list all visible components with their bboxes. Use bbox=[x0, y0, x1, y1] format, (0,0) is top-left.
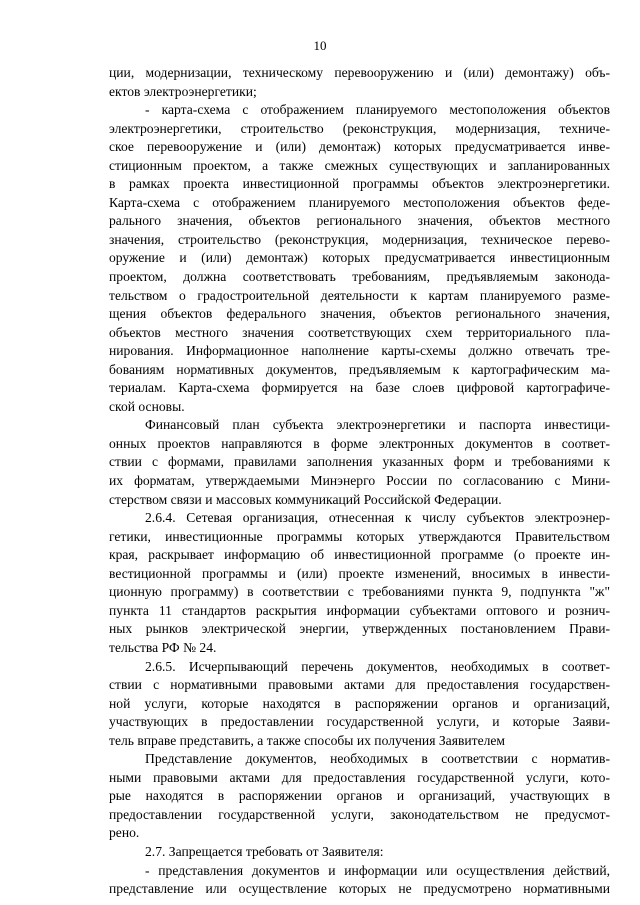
text-line: предоставлении государственной услуги, законодательством не предусмот- bbox=[109, 806, 610, 822]
text-line: их форматам, утверждаемыми Минэнерго России по согласованию с Мини- bbox=[109, 473, 610, 489]
text-line: 2.6.4. Сетевая организация, отнесенная к числу субъектов электроэнер- bbox=[145, 510, 610, 526]
text-line: - карта-схема с отображением планируемого местоположения объектов bbox=[145, 102, 610, 118]
text-line: ской основы. bbox=[109, 398, 185, 414]
text-line: 2.6.5. Исчерпывающий перечень документов, необходимых в соответ- bbox=[145, 658, 610, 674]
text-line: - представления документов и информации или осуществления действий, bbox=[145, 862, 610, 878]
text-line: значения, строительство (реконструкция, модернизация, техническое перево- bbox=[109, 231, 610, 247]
text-line: Карта-схема с отображением планируемого местоположения объектов феде- bbox=[109, 194, 610, 210]
text-line: тельства РФ № 24. bbox=[109, 639, 217, 655]
text-line: ной услуги, которые находятся в распоряжении органов и организаций, bbox=[109, 695, 610, 711]
text-line: вестиционной программы и (или) проекте изменений, вносимых в инвести- bbox=[109, 565, 610, 581]
text-line: представление или осуществление которых не предусмотрено нормативными bbox=[109, 881, 610, 897]
text-line: ствии с формами, правилами заполнения указанных форм и требованиями к bbox=[109, 454, 610, 470]
text-line: стерством связи и массовых коммуникаций Российской Федерации. bbox=[109, 491, 502, 507]
text-line: тельством о градостроительной деятельности к картам планируемого разме- bbox=[109, 287, 610, 303]
text-line: рые находятся в распоряжении органов и организаций, участвующих в bbox=[109, 788, 610, 804]
text-line: Представление документов, необходимых в соответствии с норматив- bbox=[145, 751, 610, 767]
text-line: ствии с нормативными правовыми актами для предоставления государствен- bbox=[109, 677, 610, 693]
text-line: ционную программу) в соответствии с требованиями пункта 9, подпункта "ж" bbox=[109, 584, 610, 600]
text-line: нирования. Информационное наполнение карты-схемы должно отвечать тре- bbox=[109, 343, 610, 359]
text-line: стиционным проектом, а также смежных существующих и запланированных bbox=[109, 157, 610, 173]
document-body bbox=[109, 64, 610, 899]
text-line: ское перевооружение и (или) демонтаж) которых предусматривается инве- bbox=[109, 139, 610, 155]
text-line: щения объектов федерального значения, объектов регионального значения, bbox=[109, 306, 610, 322]
text-line: ектов электроэнергетики; bbox=[109, 83, 257, 99]
text-line: тель вправе представить, а также способы их получения Заявителем bbox=[109, 732, 506, 748]
text-line: териалам. Карта-схема формируется на базе слоев цифровой картографиче- bbox=[109, 380, 610, 396]
text-line: края, раскрывает информацию об инвестиционной программе (о проекте ин- bbox=[109, 547, 610, 563]
text-line: ными правовыми актами для предоставления государственной услуги, кото- bbox=[109, 769, 610, 785]
text-line: участвующих в предоставлении государственной услуги, и которые Заяви- bbox=[109, 714, 610, 730]
text-line: электроэнергетики, строительство (реконструкция, модернизация, техниче- bbox=[109, 120, 610, 136]
text-line: гетики, инвестиционные программы которых утверждаются Правительством bbox=[109, 528, 610, 544]
text-line: онных проектов направляются в форме электронных документов в соответ- bbox=[109, 435, 610, 451]
text-line: объектов местного значения соответствующих схем территориального пла- bbox=[109, 324, 610, 340]
text-line: пункта 11 стандартов раскрытия информации субъектами оптового и рознич- bbox=[109, 602, 610, 618]
text-line: в рамках проекта инвестиционной программы объектов электроэнергетики. bbox=[109, 176, 610, 192]
text-line: оружение и (или) демонтаж) которых предусматривается инвестиционным bbox=[109, 250, 610, 266]
text-line: бованиям нормативных документов, предъявляемым к картографическим ма- bbox=[109, 361, 610, 377]
text-line: Финансовый план субъекта электроэнергетики и паспорта инвестици- bbox=[145, 417, 610, 433]
text-line: ции, модернизации, техническому перевооружению и (или) демонтажу) объ- bbox=[109, 65, 610, 80]
text-line: ных рынков электрической энергии, утвержденных постановлением Прави- bbox=[109, 621, 610, 637]
text-line: рено. bbox=[109, 825, 140, 841]
text-line: проектом, должна соответствовать требованиям, предъявляемым законода- bbox=[109, 269, 610, 285]
page-number: 10 bbox=[313, 38, 327, 53]
text-line: 2.7. Запрещается требовать от Заявителя: bbox=[145, 843, 384, 859]
text-line: рального значения, объектов регионального значения, объектов местного bbox=[109, 213, 610, 229]
